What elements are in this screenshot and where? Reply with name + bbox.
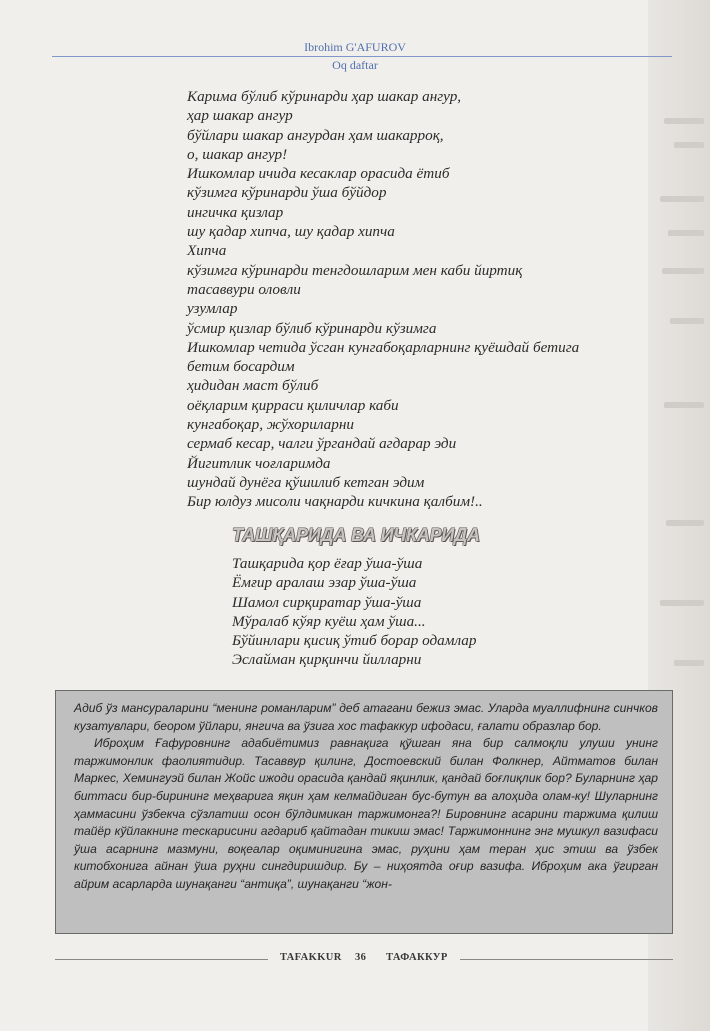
poem-line: Ишкомлар ичида кесаклар орасида ётиб <box>187 165 450 183</box>
footer-rule-left <box>55 959 268 960</box>
poem-line: Шамол сирқиратар ўша-ўша <box>232 593 422 611</box>
poem-line: Эслайман қирқинчи йилларни <box>232 651 422 669</box>
commentary-paragraph: Адиб ўз мансураларини “менинг романларим” деб атагани бежиз эмас. Уларда муаллифнинг синчков кузатувлари, беором ўйлари, янгича ва ўзига хос тафаккур ифодаси, ғалати образлар бор. <box>74 701 658 733</box>
bleed-line <box>666 520 704 526</box>
poem-line: кўзимга кўринарди ўша бўйдор <box>187 184 387 202</box>
poem-line: сермаб кесар, чалги ўргандай агдарар эди <box>187 435 457 453</box>
footer-magazine-latin: TAFAKKUR <box>280 952 342 963</box>
poem-line: шу қадар хипча, шу қадар хипча <box>187 223 395 241</box>
poem-line: о, шакар ангур! <box>187 145 288 163</box>
footer-rule-right <box>460 959 673 960</box>
poem-line: ҳидидан маст бўлиб <box>187 377 319 395</box>
poem-line: кунгабоқар, жўхориларни <box>187 416 354 434</box>
poem-line: ўсмир қизлар бўлиб кўринарди кўзимга <box>187 319 437 337</box>
header-rule <box>52 56 672 57</box>
poem-line: Карима бўлиб кўринарди ҳар шакар ангур, <box>187 88 462 105</box>
bleed-line <box>662 268 704 274</box>
poem-line: бўйлари шакар ангурдан ҳам шакарроқ, <box>187 126 444 144</box>
poem-line: Ташқарида қор ёғар ўша-ўша <box>232 555 423 572</box>
footer-magazine-cyrillic: ТАФАККУР <box>386 952 448 963</box>
poem-line: Йигитлик чоғларимда <box>187 454 331 472</box>
bleed-line <box>674 142 704 148</box>
poem-line: Ишкомлар четида ўсган кунгабоқарларнинг қуёшдай бетига <box>187 338 580 356</box>
poem-line: кўзимга кўринарди тенгдошларим мен каби йиртиқ <box>187 261 523 279</box>
poem-line: Мўралаб кўяр куёш ҳам ўша... <box>232 612 426 630</box>
poem-line: Бўйинлари қисиқ ўтиб борар одамлар <box>232 632 477 650</box>
bleed-line <box>670 318 704 324</box>
poem-line: Ёмғир аралаш эзар ўша-ўша <box>232 574 417 592</box>
bleed-line <box>664 402 704 408</box>
running-header-title: Oq daftar <box>332 58 378 72</box>
poem-second <box>232 554 632 670</box>
poem-line: шундай дунёга қўшилиб кетган эдим <box>187 473 425 491</box>
poem-line: тасаввури оловли <box>187 280 301 298</box>
bleed-line <box>664 118 704 124</box>
commentary-box <box>55 690 673 934</box>
section-title: ТАШҚАРИДА ВА ИЧКАРИДА <box>232 525 480 545</box>
bleed-line <box>668 230 704 236</box>
bleed-line <box>660 600 704 606</box>
page-number: 36 <box>355 952 367 963</box>
poem-line: Бир юлдуз мисоли чақнарди кичкина қалбим!.. <box>187 493 483 511</box>
poem-line: узумлар <box>187 300 238 318</box>
commentary-paragraph: Иброҳим Ғафуровнинг адабиётимиз равнақига қўшган яна бир салмоқли улуши унинг таржимонлик фаолиятидир. Тасаввур қилинг, Достоевский билан Фолкнер, Айтматов билан Маркес, Хемингуэй билан Жойс ижоди орасида қандай яқинлик, қандай боғлиқлик бор? Буларнинг ҳар биттаси бир-бирининг меҳварига яқин ҳам келмайдиган бус-бутун ва алоҳида олам-ку! Шуларнинг ҳаммасини ўзбекча сўзлатиш осон бўлдимикан таржимонга?! Бировнинг асарини таржима қилиш тайёр кўйлакнинг тескарисини агдариб қайтадан тикиш эмас! Таржимоннинг энг мушкул вазифаси ўша асарнинг мазмуни, воқеалар оқиминигина эмас, руҳини ҳам теран ҳис этиш ва ўзбек китобхонига айнан ўша руҳни сингдиришдир. Бу – ниҳоятда оғир вазифа. Иброҳим ака ўгирган айрим асарларда шунақанги “антиқа”, шунақанги “жон- <box>74 736 658 891</box>
poem-line: ҳар шакар ангур <box>187 107 293 125</box>
poem-first <box>187 87 667 512</box>
running-header-author: Ibrohim G'AFUROV <box>304 40 406 54</box>
bleed-line <box>674 660 704 666</box>
poem-line: Хипча <box>187 242 227 260</box>
poem-line: оёқларим қирраси қиличлар каби <box>187 396 399 414</box>
poem-line: ингичка қизлар <box>187 203 284 221</box>
poem-line: бетим босардим <box>187 358 295 376</box>
